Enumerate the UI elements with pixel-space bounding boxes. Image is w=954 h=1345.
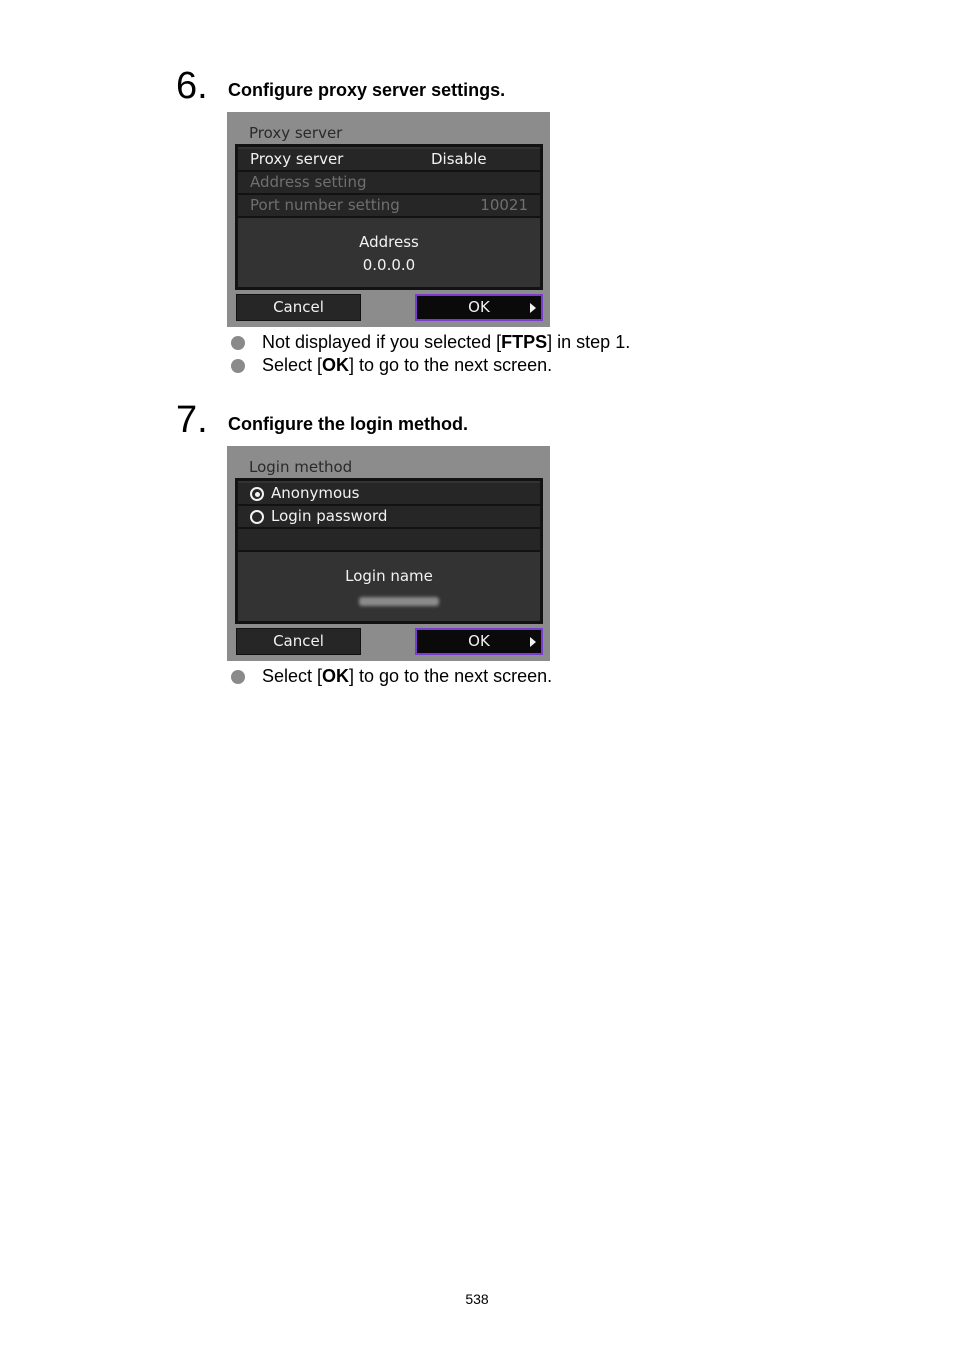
login-method-panel bbox=[235, 478, 543, 624]
proxy-server-screen bbox=[227, 112, 550, 327]
option-login-password[interactable] bbox=[238, 506, 540, 529]
screen-title: Login method bbox=[249, 458, 353, 476]
step-6-number: 6. bbox=[176, 65, 208, 107]
address-label: Address bbox=[359, 233, 419, 251]
row-value: Disable bbox=[431, 150, 487, 168]
row-address-setting bbox=[238, 172, 540, 195]
page-number: 538 bbox=[465, 1291, 489, 1307]
step-7-notes bbox=[230, 665, 552, 688]
login-method-screen bbox=[227, 446, 550, 661]
row-label: Port number setting bbox=[250, 196, 400, 214]
note-item: Select [OK] to go to the next screen. bbox=[230, 354, 630, 377]
option-label: Login password bbox=[271, 507, 388, 525]
note-item: Select [OK] to go to the next screen. bbox=[230, 665, 552, 688]
blurred-login-name bbox=[359, 597, 439, 606]
ok-label: OK bbox=[468, 632, 490, 650]
arrow-right-icon bbox=[530, 303, 536, 313]
ok-button[interactable] bbox=[415, 294, 543, 321]
screen-title: Proxy server bbox=[249, 124, 343, 142]
address-value: 0.0.0.0 bbox=[362, 256, 416, 274]
note-item: Not displayed if you selected [FTPS] in step 1. bbox=[230, 331, 630, 354]
ok-button[interactable] bbox=[415, 628, 543, 655]
bullet-icon bbox=[231, 670, 245, 684]
radio-selected-icon bbox=[250, 487, 264, 501]
ok-label: OK bbox=[468, 298, 490, 316]
empty-row bbox=[238, 529, 540, 552]
step-7-number: 7. bbox=[176, 399, 208, 441]
row-proxy-server[interactable] bbox=[238, 149, 540, 172]
bullet-icon bbox=[231, 359, 245, 373]
login-name-label: Login name bbox=[345, 567, 433, 585]
radio-unselected-icon bbox=[250, 510, 264, 524]
proxy-settings-panel bbox=[235, 144, 543, 290]
cancel-button[interactable]: Cancel bbox=[236, 628, 361, 655]
bullet-icon bbox=[231, 336, 245, 350]
step-6-notes bbox=[230, 331, 630, 377]
arrow-right-icon bbox=[530, 637, 536, 647]
row-value: 10021 bbox=[480, 196, 528, 214]
step-7-title: Configure the login method. bbox=[228, 414, 468, 434]
row-label: Proxy server bbox=[250, 150, 344, 168]
step-6-title: Configure proxy server settings. bbox=[228, 80, 506, 100]
option-anonymous[interactable] bbox=[238, 483, 540, 506]
option-label: Anonymous bbox=[271, 484, 360, 502]
row-port-number-setting bbox=[238, 195, 540, 218]
row-label: Address setting bbox=[250, 173, 367, 191]
cancel-button[interactable]: Cancel bbox=[236, 294, 361, 321]
